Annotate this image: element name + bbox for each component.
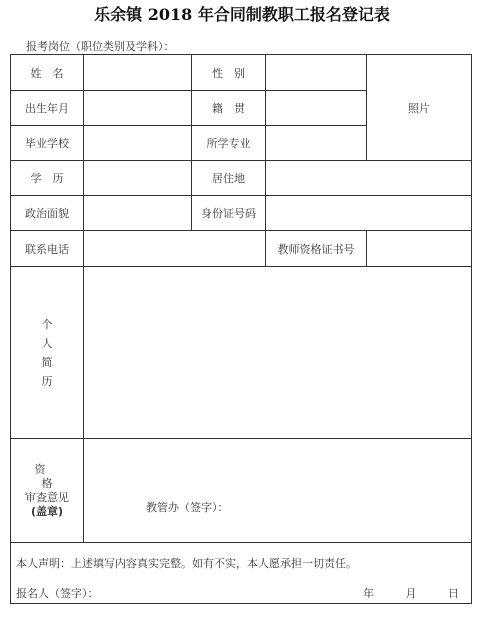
name-field[interactable]: [84, 55, 192, 91]
political-status-field[interactable]: [84, 196, 192, 231]
gender-label: 性 别: [192, 55, 266, 91]
gender-field[interactable]: [266, 55, 367, 91]
school-label: 毕业学校: [11, 126, 84, 161]
resume-label-cell: [11, 267, 84, 439]
native-place-label: 籍 贯: [192, 91, 266, 126]
statement-cell: [11, 543, 472, 604]
review-label-line2: 审查意见: [25, 490, 69, 504]
political-status-label: 政治面貌: [11, 196, 84, 231]
declaration-text: 本人声明：上述填写内容真实完整。如有不实，本人愿承担一切责任。: [16, 557, 357, 570]
teacher-cert-label: 教师资格证书号: [266, 231, 367, 267]
date-label: 年 月 日: [363, 587, 459, 600]
education-field[interactable]: [84, 161, 192, 196]
birth-label: 出生年月: [11, 91, 84, 126]
officer-signature-label: 教管办（签字）：: [146, 501, 229, 514]
phone-label: 联系电话: [11, 231, 84, 267]
residence-label: 居住地: [192, 161, 266, 196]
teacher-cert-field[interactable]: [367, 231, 472, 267]
registration-form-table: [10, 54, 472, 604]
school-field[interactable]: [84, 126, 192, 161]
education-label: 学 历: [11, 161, 84, 196]
birth-field[interactable]: [84, 91, 192, 126]
resume-label: 个人简历: [41, 317, 53, 388]
review-field[interactable]: [84, 439, 472, 543]
major-field[interactable]: [266, 126, 367, 161]
review-label-cell: [11, 439, 84, 543]
review-label-seal: (盖章): [30, 504, 64, 518]
form-title: 乐余镇 2018 年合同制教职工报名登记表: [94, 5, 390, 24]
major-label: 所学专业: [192, 126, 266, 161]
name-label: 姓 名: [11, 55, 84, 91]
review-label: [25, 463, 69, 519]
id-number-field[interactable]: [266, 196, 472, 231]
phone-field[interactable]: [84, 231, 266, 267]
applicant-signature-label: 报名人（签字）：: [16, 587, 99, 600]
native-place-field[interactable]: [266, 91, 367, 126]
review-label-line1: 资格: [34, 462, 67, 490]
photo-box[interactable]: 照片: [367, 55, 472, 161]
resume-field[interactable]: [84, 267, 472, 439]
post-label: 报考岗位（职位类别及学科）：: [26, 40, 175, 53]
id-number-label: 身份证号码: [192, 196, 266, 231]
residence-field[interactable]: [266, 161, 472, 196]
